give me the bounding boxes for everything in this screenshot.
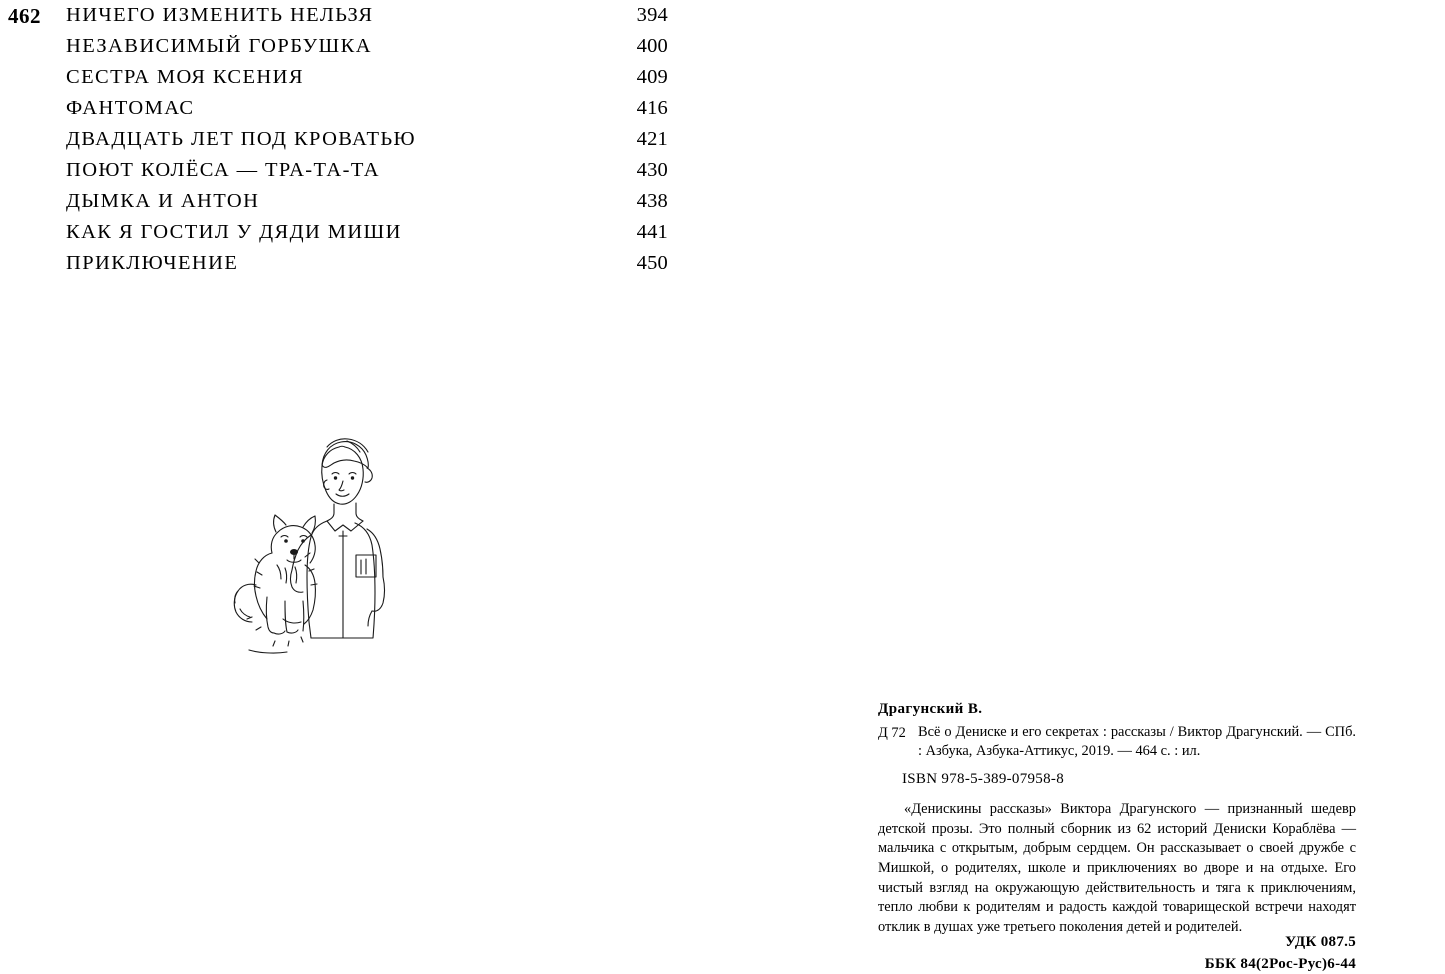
toc-entry[interactable] (66, 186, 668, 217)
toc-entry-title: НЕЗАВИСИМЫЙ ГОРБУШКА (66, 35, 372, 57)
table-of-contents (66, 0, 668, 279)
toc-leader-dots (420, 126, 636, 142)
boy-with-dog-illustration (215, 405, 480, 680)
toc-entry-title: ДВАДЦАТЬ ЛЕТ ПОД КРОВАТЬЮ (66, 128, 417, 150)
toc-leader-dots (378, 2, 636, 18)
colophon-author: Драгунский В. (878, 701, 983, 717)
toc-entry[interactable] (66, 93, 668, 124)
toc-leader-dots (376, 33, 636, 49)
book-annotation: «Денискины рассказы» Виктора Драгунского — признанный шедевр детской прозы. Это полный сборник из 62 историй Дениски Кораблёва — мальчика с открытым, добрым сердцем. Он рассказывает о своей дружбе с Мишкой, о родителях, школе и приключениях во дворе и на отдыхе. Его чистый взгляд на окружающую действительность и тяга к приключениям, тепло любви к родителям и радость каждой товарищеской встречи находят отклик в душах уже третьего поколения детей и родителей. (878, 800, 1356, 935)
toc-entry-page: 441 (636, 221, 668, 243)
toc-entry-title: ФАНТОМАС (66, 97, 195, 119)
toc-entry[interactable] (66, 217, 668, 248)
toc-entry-page: 400 (636, 35, 668, 57)
toc-entry[interactable] (66, 155, 668, 186)
page-number: 462 (8, 4, 41, 28)
toc-leader-dots (263, 188, 635, 204)
toc-entry-page: 394 (636, 4, 668, 26)
toc-leader-dots (384, 157, 636, 173)
toc-entry-page: 438 (636, 190, 668, 212)
toc-entry-page: 421 (636, 128, 668, 150)
udk-code: УДК 087.5 (1285, 934, 1356, 950)
toc-entry-title: НИЧЕГО ИЗМЕНИТЬ НЕЛЬЗЯ (66, 4, 374, 26)
toc-entry-title: КАК Я ГОСТИЛ У ДЯДИ МИШИ (66, 221, 402, 243)
cip-row (878, 723, 1356, 761)
toc-entry[interactable] (66, 124, 668, 155)
toc-entry-title: ДЫМКА И АНТОН (66, 190, 260, 212)
toc-entry[interactable] (66, 62, 668, 93)
toc-leader-dots (308, 64, 636, 80)
toc-entry-title: СЕСТРА МОЯ КСЕНИЯ (66, 66, 304, 88)
cip-description: Всё о Дениске и его секретах : рассказы / Виктор Драгунский. — СПб. : Азбука, Азбука-Аттикус, 2019. — 464 с. : ил. (918, 723, 1356, 759)
classification-codes (878, 932, 1356, 974)
toc-leader-dots (406, 219, 636, 235)
toc-entry-page: 409 (636, 66, 668, 88)
toc-leader-dots (198, 95, 635, 111)
toc-entry-page: 450 (636, 252, 668, 274)
colophon-block (878, 700, 1356, 938)
toc-entry-title: ПРИКЛЮЧЕНИЕ (66, 252, 239, 274)
toc-entry-page: 430 (636, 159, 668, 181)
isbn: ISBN 978-5-389-07958-8 (902, 771, 1065, 788)
bbk-code: ББК 84(2Рос-Рус)6-44 (1204, 955, 1356, 972)
toc-entry-page: 416 (636, 97, 668, 119)
toc-entry[interactable] (66, 248, 668, 279)
toc-entry[interactable] (66, 0, 668, 31)
toc-leader-dots (242, 250, 635, 266)
toc-entry-title: ПОЮТ КОЛЁСА — ТРА-ТА-ТА (66, 159, 380, 181)
cip-index: Д 72 (878, 724, 906, 741)
toc-entry[interactable] (66, 31, 668, 62)
